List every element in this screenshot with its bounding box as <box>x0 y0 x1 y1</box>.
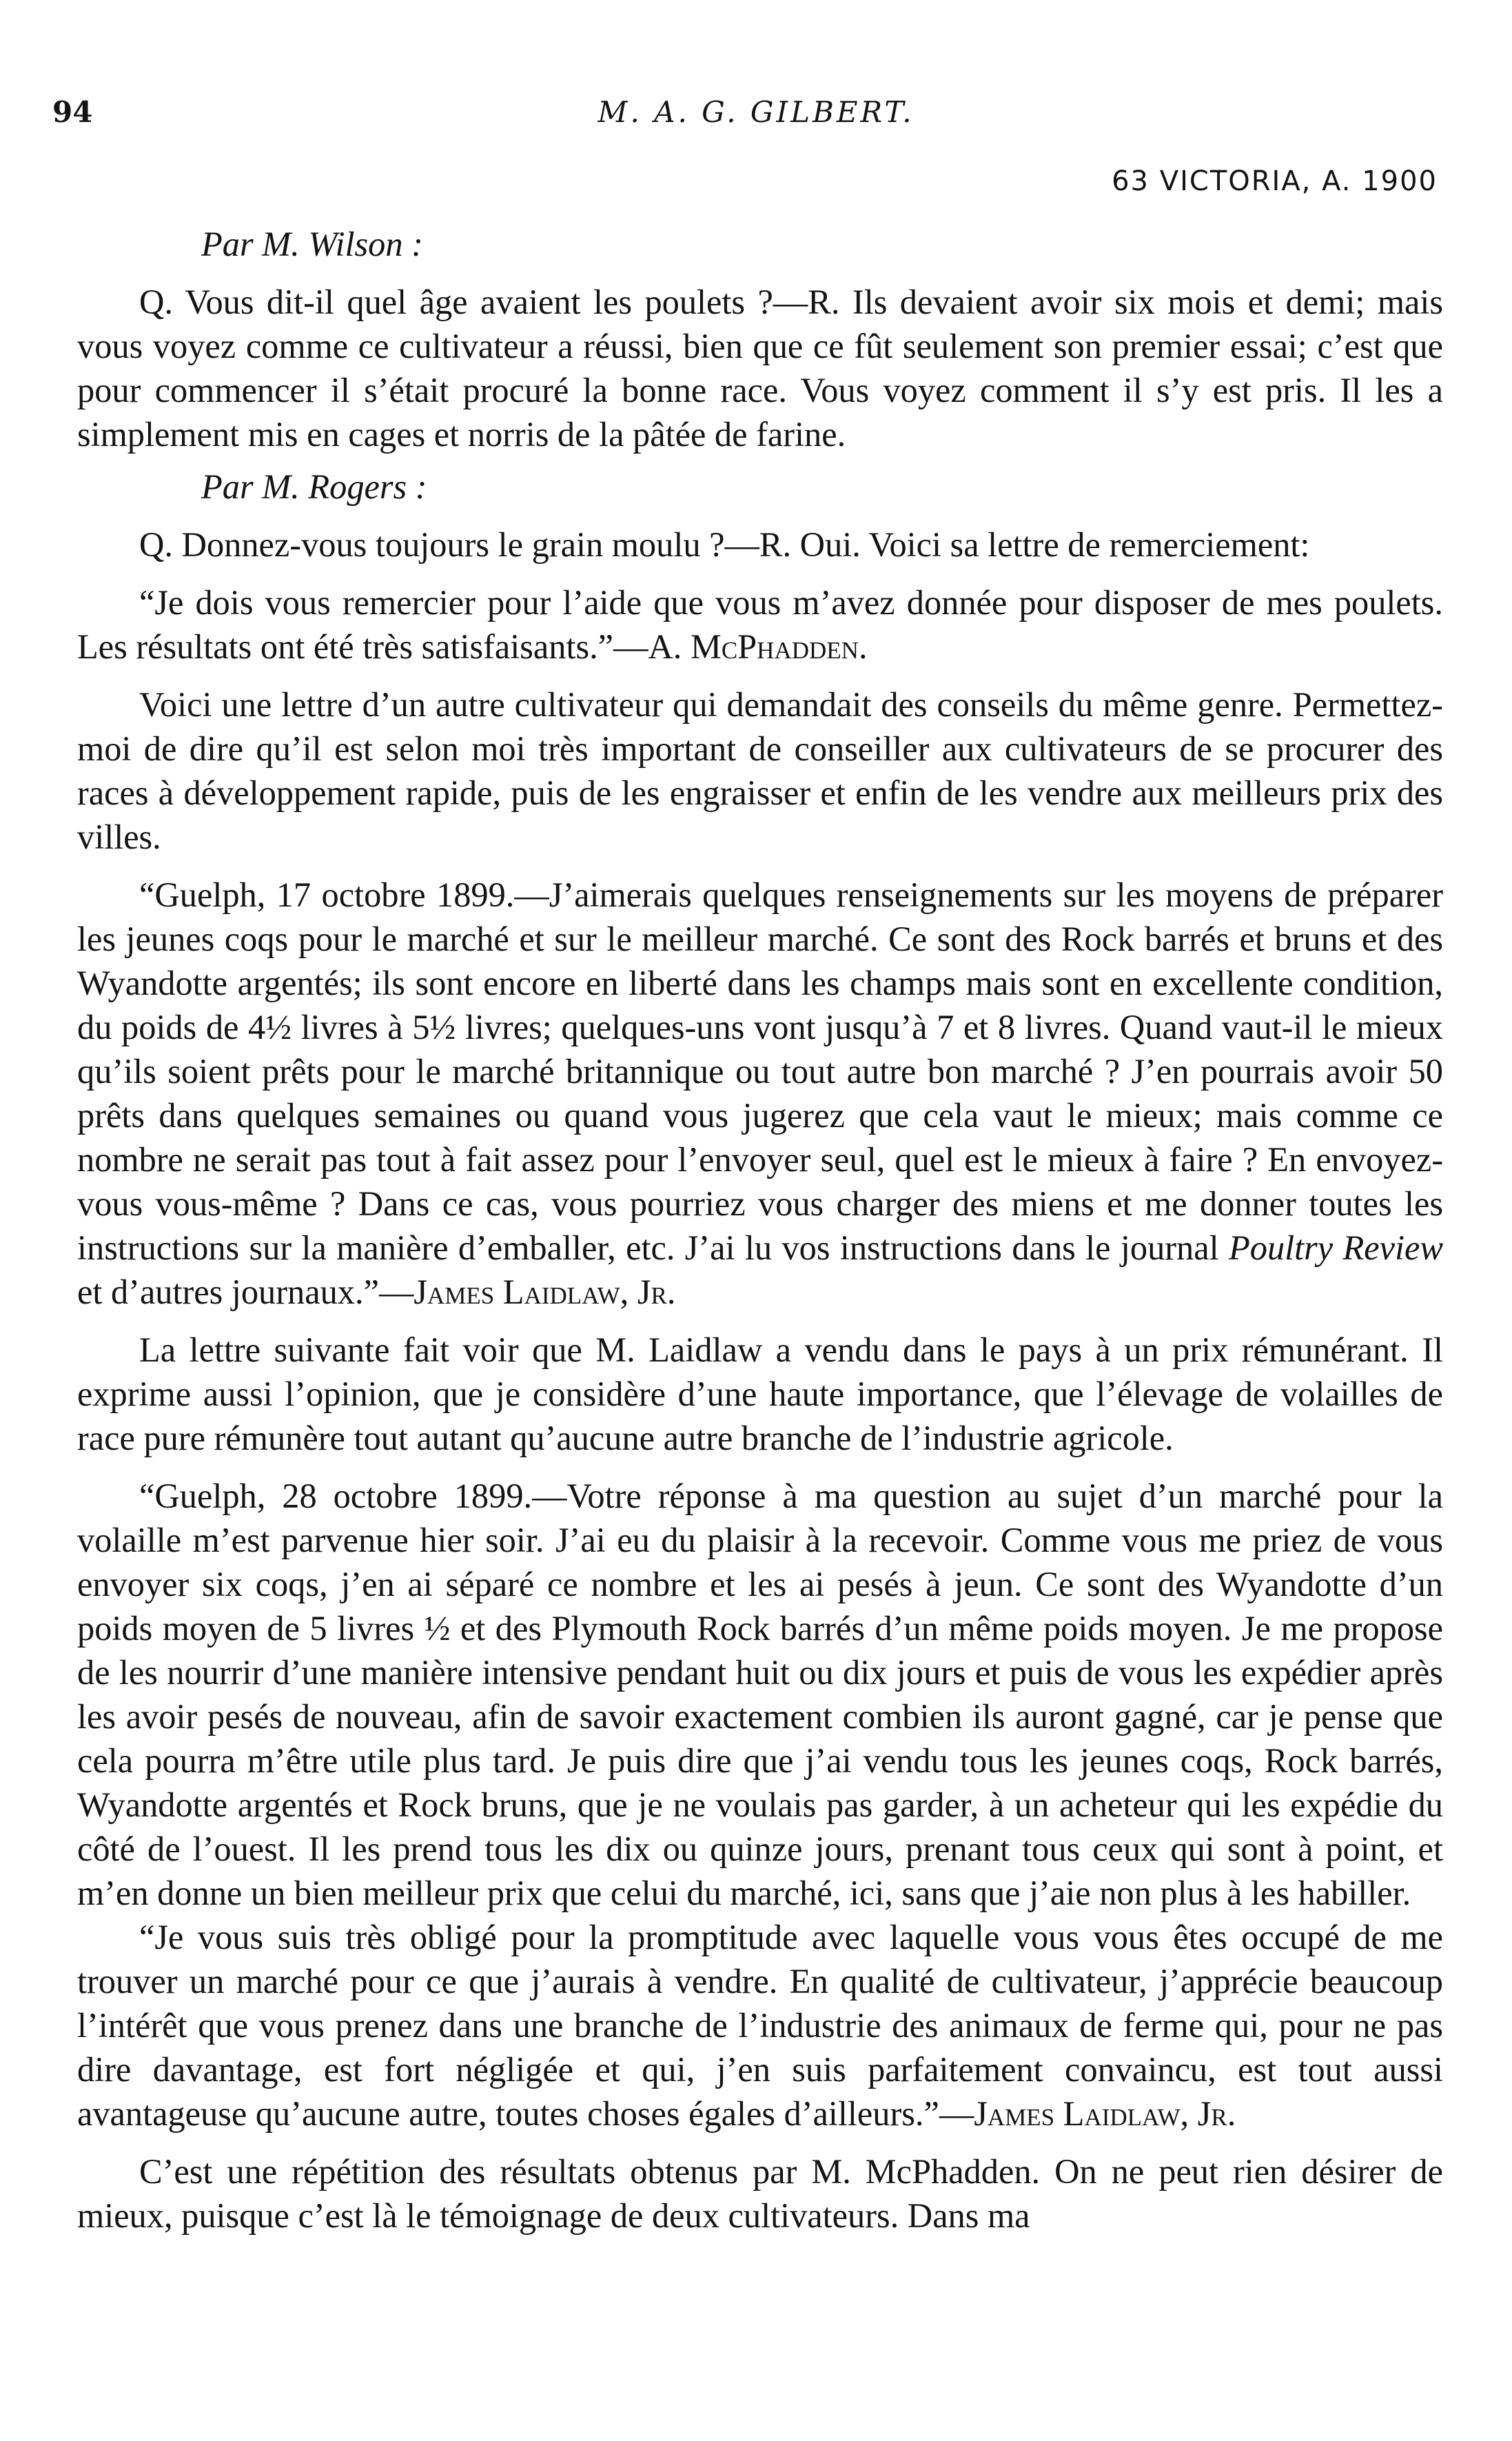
running-title: M. A. G. GILBERT. <box>597 95 915 129</box>
letter-laidlaw-oct17 <box>77 873 1443 1314</box>
speaker-rogers: Par M. Rogers : <box>201 467 427 506</box>
paragraph-another-letter: Voici une lettre d’un autre cultivateur qui demandait des conseils du même genre. Permettez-moi de dire qu’il est selon moi très important de conseiller aux cultivateurs de se procurer des races à développement rapide, puis de les engraisser et enfin de les vendre aux meilleurs prix des villes. <box>77 685 1443 856</box>
signature-laidlaw-2: James Laidlaw, Jr. <box>974 2094 1236 2133</box>
letter-oct17-tail: et d’autres journaux.”— <box>77 1273 414 1311</box>
session-label: 63 VICTORIA, A. 1900 <box>1112 165 1438 197</box>
page-body <box>77 214 1443 2238</box>
letter-oct17-text: “Guelph, 17 octobre 1899.—J’aimerais quelques renseignements sur les moyens de préparer les jeunes coqs pour le marché et sur le meilleur marché. Ce sont des Rock barrés et bruns et des Wyandotte argentés; ils sont encore en liberté dans les champs mais sont en excellente condition, du poids de 4½ livres à 5½ livres; quelques-uns vont jusqu’à 7 et 8 livres. Quand vaut-il le mieux qu’ils soient prêts pour le marché britannique ou tout autre bon marché ? J’en pourrais avoir 50 prêts dans quelques semaines ou quand vous jugerez que cela vaut le mieux; mais comme ce nombre ne serait pas tout à fait assez pour l’envoyer seul, quel est le mieux à faire ? En envoyez-vous vous-même ? Dans ce cas, vous pourriez vous charger des miens et me donner toutes les instructions sur la manière d’emballer, etc. J’ai lu vos instructions dans le journal <box>77 875 1443 1267</box>
letter-thanks-text: “Je vous suis très obligé pour la promptitude avec laquelle vous vous êtes occupé de me trouver un marché pour ce que j’aurais à vendre. En qualité de cultivateur, j’apprécie beaucoup l’intérêt que vous prenez dans une branche de l’industrie des animaux de ferme qui, pour ne pas dire davantage, est fort négligée et qui, j’en suis parfaitement convaincu, est tout aussi avantageuse qu’aucune autre, toutes choses égales d’ailleurs.”— <box>77 1918 1443 2133</box>
letter-mcphadden-text: “Je dois vous remercier pour l’aide que vous m’avez donnée pour disposer de mes poulets. Les résultats ont été très satisfaisants.”— <box>77 583 1443 666</box>
journal-name: Poultry Review <box>1228 1228 1443 1267</box>
paragraph-wilson-answer: Q. Vous dit-il quel âge avaient les poulets ?—R. Ils devaient avoir six mois et demi; mais vous voyez comme ce cultivateur a réussi, bien que ce fût seulement son premier essai; c’est que pour commencer il s’était procuré la bonne race. Vous voyez comment il s’y est pris. Il les a simplement mis en cages et norris de la pâtée de farine. <box>77 283 1443 454</box>
page-number: 94 <box>52 95 93 129</box>
letter-mcphadden <box>77 580 1443 669</box>
letter-laidlaw-thanks <box>77 1915 1443 2136</box>
signature-mcphadden: A. McPhadden. <box>648 627 868 666</box>
signature-laidlaw-1: James Laidlaw, Jr. <box>413 1273 676 1311</box>
paragraph-rogers-answer: Q. Donnez-vous toujours le grain moulu ?—R. Oui. Voici sa lettre de remerciement: <box>139 525 1310 564</box>
letter-laidlaw-oct28: “Guelph, 28 octobre 1899.—Votre réponse à ma question au sujet d’un marché pour la volaille m’est parvenue hier soir. J’ai eu du plaisir à la recevoir. Comme vous me priez de vous envoyer six coqs, j’en ai séparé ce nombre et les ai pesés à jeun. Ce sont des Wyandotte d’un poids moyen de 5 livres ½ et des Plymouth Rock barrés d’un même poids moyen. Je me propose de les nourrir d’une manière intensive pendant huit ou dix jours et puis de vous les expédier après les avoir pesés de nouveau, afin de savoir exactement combien ils auront gagné, car je pense que cela pourra m’être utile plus tard. Je puis dire que j’ai vendu tous les jeunes coqs, Rock barrés, Wyandotte argentés et Rock bruns, que je ne voulais pas garder, à un acheteur qui les expédie du côté de l’ouest. Il les prend tous les dix ou quinze jours, prenant tous ceux qui sont à point, et m’en donne un bien meilleur prix que celui du marché, ici, sans que j’aie non plus à les habiller. <box>77 1477 1443 1912</box>
paragraph-laidlaw-sold: La lettre suivante fait voir que M. Laidlaw a vendu dans le pays à un prix rémunérant. Il exprime aussi l’opinion, que je considère d’une haute importance, que l’élevage de volailles de race pure rémunère tout autant qu’aucune autre branche de l’industrie agricole. <box>77 1330 1443 1457</box>
paragraph-repetition: C’est une répétition des résultats obtenus par M. McPhadden. On ne peut rien désirer de mieux, puisque c’est là le témoignage de deux cultivateurs. Dans ma <box>77 2152 1443 2235</box>
speaker-wilson: Par M. Wilson : <box>201 225 423 263</box>
